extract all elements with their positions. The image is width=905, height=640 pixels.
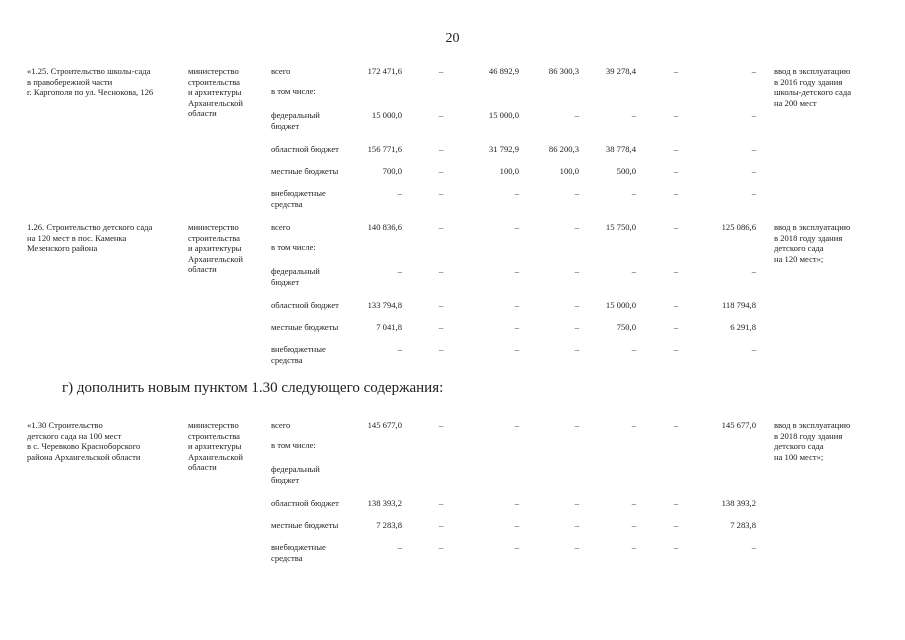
result-line: детского сада [774, 243, 824, 254]
amount-cell: – [438, 520, 444, 530]
amount-cell: – [397, 542, 402, 552]
amount-cell: – [514, 266, 519, 276]
amount-cell: – [673, 322, 679, 332]
executor-line: и архитектуры [188, 243, 242, 254]
amount-cell: – [514, 188, 519, 198]
funding-source: федеральный [271, 110, 320, 120]
funding-source: всего [271, 66, 291, 76]
funding-source: местные бюджеты [271, 166, 339, 176]
amount-cell: – [574, 222, 579, 232]
funding-source: бюджет [271, 120, 300, 131]
project-name-line: Мезенского района [27, 243, 98, 254]
amount-cell: 7 283,8 [376, 520, 402, 530]
amount-cell: – [673, 300, 679, 310]
amount-cell: – [438, 110, 444, 120]
amount-cell: – [438, 542, 444, 552]
amount-cell: – [631, 420, 636, 430]
amount-cell: 38 778,4 [605, 144, 636, 154]
project-name-line: детского сада на 100 мест [27, 430, 122, 441]
amount-cell: – [673, 188, 679, 198]
amount-cell: – [574, 266, 579, 276]
amount-cell: – [631, 188, 636, 198]
executor-line: и архитектуры [188, 441, 242, 452]
executor-line: строительства [188, 76, 240, 87]
amount-cell: – [673, 266, 679, 276]
result-line: ввод в эксплуатацию [774, 420, 851, 430]
executor-line: Архангельской [188, 451, 243, 462]
amount-cell: 100,0 [559, 166, 579, 176]
amount-cell: 138 393,2 [721, 498, 756, 508]
funding-source: бюджет [271, 276, 300, 287]
amount-cell: – [438, 300, 444, 310]
amount-cell: 138 393,2 [367, 498, 402, 508]
amount-cell: – [574, 110, 579, 120]
project-name-line: в с. Черевково Красноборского [27, 441, 141, 452]
project-name-line: на 120 мест в пос. Каменка [27, 232, 127, 243]
amount-cell: 500,0 [616, 166, 636, 176]
amount-cell: – [673, 344, 679, 354]
funding-source: бюджет [271, 474, 300, 485]
funding-source: областной бюджет [271, 144, 339, 154]
amount-cell: – [751, 66, 756, 76]
amount-cell: – [631, 110, 636, 120]
amount-cell: – [574, 498, 579, 508]
amount-cell: 86 300,3 [548, 66, 579, 76]
amount-cell: 100,0 [499, 166, 519, 176]
amount-cell: 15 000,0 [605, 300, 636, 310]
amount-cell: 172 471,6 [367, 66, 402, 76]
amount-cell: – [673, 144, 679, 154]
amount-cell: – [673, 498, 679, 508]
amount-cell: 15 000,0 [371, 110, 402, 120]
amount-cell: – [631, 498, 636, 508]
amount-cell: – [438, 344, 444, 354]
amount-cell: – [631, 520, 636, 530]
result-line: на 100 мест»; [774, 451, 824, 462]
amount-cell: 46 892,9 [488, 66, 519, 76]
amount-cell: – [514, 498, 519, 508]
result-line: школы-детского сада [774, 87, 852, 98]
amount-cell: – [631, 266, 636, 276]
amount-cell: – [574, 520, 579, 530]
executor-line: области [188, 462, 217, 473]
amount-cell: – [397, 266, 402, 276]
amount-cell: – [397, 188, 402, 198]
funding-source: в том числе: [271, 440, 316, 450]
amount-cell: – [673, 110, 679, 120]
project-name-line: «1.25. Строительство школы-сада [27, 66, 151, 76]
amount-cell: – [673, 420, 679, 430]
amount-cell: – [751, 542, 756, 552]
executor-line: Архангельской [188, 253, 243, 264]
amount-cell: 156 771,6 [367, 144, 402, 154]
amount-cell: – [574, 420, 579, 430]
amount-cell: – [514, 300, 519, 310]
funding-source: местные бюджеты [271, 322, 339, 332]
result-line: ввод в эксплуатацию [774, 222, 851, 232]
amount-cell: – [751, 144, 756, 154]
amount-cell: 15 000,0 [488, 110, 519, 120]
amount-cell: – [514, 222, 519, 232]
amount-cell: 133 794,8 [367, 300, 402, 310]
amount-cell: – [438, 222, 444, 232]
amount-cell: – [438, 322, 444, 332]
amount-cell: – [751, 266, 756, 276]
project-name-line: 1.26. Строительство детского сада [27, 222, 153, 232]
amount-cell: – [514, 322, 519, 332]
funding-source: внебюджетные [271, 344, 326, 354]
amount-cell: 750,0 [616, 322, 636, 332]
amount-cell: – [438, 166, 444, 176]
amount-cell: 15 750,0 [605, 222, 636, 232]
result-line: в 2016 году здания [774, 76, 843, 87]
amount-cell: 7 041,8 [376, 322, 402, 332]
amount-cell: 125 086,6 [721, 222, 756, 232]
amount-cell: 31 792,9 [488, 144, 519, 154]
amount-cell: 6 291,8 [730, 322, 756, 332]
amount-cell: – [438, 188, 444, 198]
amount-cell: – [438, 66, 444, 76]
project-name-line: «1.30 Строительство [27, 420, 103, 430]
amount-cell: – [751, 166, 756, 176]
funding-source: средства [271, 198, 303, 209]
amount-cell: 39 278,4 [605, 66, 636, 76]
funding-source: внебюджетные [271, 542, 326, 552]
result-line: на 120 мест»; [774, 253, 824, 264]
amount-cell: – [673, 66, 679, 76]
amount-cell: – [514, 420, 519, 430]
project-name-line: в правобережной части [27, 76, 113, 87]
executor-line: министерство [188, 420, 239, 430]
funding-source: федеральный [271, 464, 320, 474]
amount-cell: – [438, 420, 444, 430]
result-line: на 200 мест [774, 97, 817, 108]
executor-line: области [188, 108, 217, 119]
amount-cell: – [574, 322, 579, 332]
amount-cell: – [673, 222, 679, 232]
funding-source: средства [271, 354, 303, 365]
amount-cell: – [751, 188, 756, 198]
amount-cell: – [574, 542, 579, 552]
page-number: 20 [445, 31, 460, 46]
executor-line: министерство [188, 222, 239, 232]
funding-source: областной бюджет [271, 498, 339, 508]
amount-cell: 145 677,0 [367, 420, 402, 430]
amount-cell: – [673, 520, 679, 530]
amount-cell: – [514, 344, 519, 354]
amount-cell: – [574, 344, 579, 354]
amount-cell: – [438, 498, 444, 508]
amount-cell: 118 794,8 [721, 300, 756, 310]
funding-source: внебюджетные [271, 188, 326, 198]
executor-line: и архитектуры [188, 87, 242, 98]
funding-source: в том числе: [271, 242, 316, 252]
amount-cell: – [631, 542, 636, 552]
project-name-line: района Архангельской области [27, 451, 141, 462]
amount-cell: – [438, 144, 444, 154]
amount-cell: – [751, 344, 756, 354]
funding-source: федеральный [271, 266, 320, 276]
executor-line: строительства [188, 430, 240, 441]
executor-line: Архангельской [188, 97, 243, 108]
executor-line: строительства [188, 232, 240, 243]
result-line: ввод в эксплуатацию [774, 66, 851, 76]
project-name-line: г. Каргополя по ул. Чеснокова, 126 [27, 87, 154, 98]
funding-source: в том числе: [271, 86, 316, 96]
executor-line: области [188, 264, 217, 275]
funding-source: всего [271, 420, 291, 430]
amount-cell: – [397, 344, 402, 354]
result-line: детского сада [774, 441, 824, 452]
amount-cell: 86 200,3 [548, 144, 579, 154]
amount-cell: – [438, 266, 444, 276]
amount-cell: – [514, 542, 519, 552]
amount-cell: 700,0 [382, 166, 402, 176]
result-line: в 2018 году здания [774, 430, 843, 441]
amount-cell: – [751, 110, 756, 120]
funding-source: областной бюджет [271, 300, 339, 310]
amount-cell: 145 677,0 [721, 420, 756, 430]
amount-cell: – [574, 300, 579, 310]
amount-cell: – [631, 344, 636, 354]
amount-cell: – [574, 188, 579, 198]
amendment-heading: г) дополнить новым пунктом 1.30 следующего содержания: [62, 380, 444, 396]
executor-line: министерство [188, 66, 239, 76]
funding-source: средства [271, 552, 303, 563]
result-line: в 2018 году здания [774, 232, 843, 243]
amount-cell: – [673, 166, 679, 176]
amount-cell: 140 836,6 [367, 222, 402, 232]
amount-cell: 7 283,8 [730, 520, 756, 530]
amount-cell: – [673, 542, 679, 552]
amount-cell: – [514, 520, 519, 530]
funding-source: всего [271, 222, 291, 232]
funding-source: местные бюджеты [271, 520, 339, 530]
